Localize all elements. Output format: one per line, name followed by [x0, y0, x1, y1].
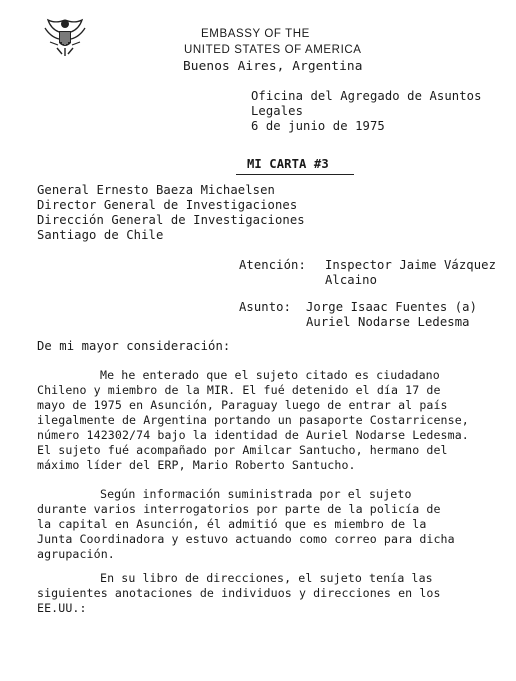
recipient-line-3: Dirección General de Investigaciones [37, 213, 305, 227]
recipient-line-2: Director General de Investigaciones [37, 198, 298, 212]
office-line-2: Legales [251, 104, 304, 118]
attention-label: Atención: [239, 258, 306, 272]
recipient-line-1: General Ernesto Baeza Michaelsen [37, 183, 275, 197]
paragraph-1-line-1: Me he enterado que el sujeto citado es ciudadano [100, 368, 440, 382]
letter-date: 6 de junio de 1975 [251, 119, 385, 133]
paragraph-3-line-2: siguientes anotaciones de individuos y direcciones en los [37, 586, 441, 600]
paragraph-3-line-1: En su libro de direcciones, el sujeto tenía las [100, 571, 433, 585]
subject-line-1: Jorge Isaac Fuentes (a) [306, 300, 478, 314]
paragraph-1-line-2: Chileno y miembro de la MIR. El fué detenido el día 17 de [37, 383, 441, 397]
letterhead-city: Buenos Aires, Argentina [183, 59, 363, 74]
attention-line-1: Inspector Jaime Vázquez [325, 258, 497, 272]
subject-label: Asunto: [239, 300, 292, 314]
letterhead-line-1: EMBASSY OF THE [201, 28, 310, 40]
office-line-1: Oficina del Agregado de Asuntos [251, 89, 482, 103]
letterhead-line-2: UNITED STATES OF AMERICA [184, 44, 362, 56]
paragraph-3-line-3: EE.UU.: [37, 601, 87, 615]
paragraph-1-line-4: ilegalmente de Argentina portando un pasaporte Costarricense, [37, 413, 469, 427]
paragraph-1-line-3: mayo de 1975 en Asunción, Paraguay luego de entrar al país [37, 398, 448, 412]
paragraph-1-line-6: El sujeto fué acompañado por Amilcar Santucho, hermano del [37, 443, 448, 457]
attention-line-2: Alcaino [325, 273, 378, 287]
paragraph-2-line-5: agrupación. [37, 547, 115, 561]
title-underline [236, 174, 354, 175]
paragraph-2-line-4: Junta Coordinadora y estuvo actuando como correo para dicha [37, 532, 455, 546]
letter-title: MI CARTA #3 [247, 157, 329, 171]
paragraph-1-line-5: número 142302/74 bajo la identidad de Auriel Nodarse Ledesma. [37, 428, 469, 442]
greeting: De mi mayor consideración: [37, 339, 231, 353]
recipient-line-4: Santiago de Chile [37, 228, 164, 242]
paragraph-2-line-1: Según información suministrada por el sujeto [100, 487, 412, 501]
subject-line-2: Auriel Nodarse Ledesma [306, 315, 470, 329]
paragraph-2-line-3: la capital en Asunción, él admitió que es miembro de la [37, 517, 427, 531]
paragraph-2-line-2: durante varios interrogatorios por parte de la policía de [37, 502, 441, 516]
great-seal-eagle-icon [40, 14, 90, 58]
paragraph-1-line-7: máximo líder del ERP, Mario Roberto Santucho. [37, 458, 356, 472]
